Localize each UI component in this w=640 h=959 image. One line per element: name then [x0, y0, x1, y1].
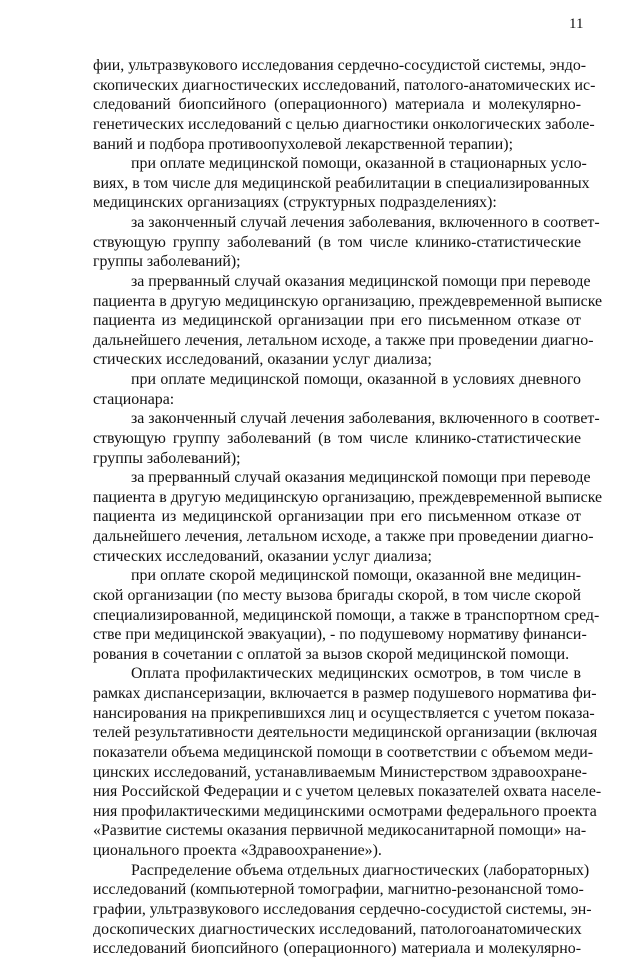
text-line: стических исследований, оказании услуг диализа; [93, 547, 432, 565]
text-line: пациента из медицинской организации при его письменном отказе от [93, 312, 581, 330]
document-body [93, 56, 603, 959]
text-line: Оплата профилактических медицинских осмотров, в том числе в [131, 665, 581, 683]
text-line: стационара: [93, 390, 175, 408]
page-number: 11 [569, 16, 584, 32]
text-line: ционального проекта «Здравоохранение»). [93, 842, 382, 859]
text-line: при оплате медицинской помощи, оказанной в стационарных усло- [131, 155, 587, 173]
text-line: дальнейшего лечения, летальном исходе, а также при проведении диагно- [93, 331, 594, 349]
text-line: группы заболеваний); [93, 253, 241, 271]
text-line: ния Российской Федерации и с учетом целевых показателей охвата населе- [93, 783, 602, 801]
text-line: телей результативности деятельности медицинской организации (включая [93, 724, 598, 742]
text-line: фии, ультразвукового исследования сердечно-сосудистой системы, эндо- [93, 57, 587, 74]
text-line: стических исследований, оказании услуг диализа; [93, 351, 432, 369]
text-line: рования в сочетании с оплатой за вызов скорой медицинской помощи. [93, 645, 570, 663]
text-line: ваний и подбора противоопухолевой лекарственной терапии); [93, 135, 513, 153]
text-line: специализированной, медицинской помощи, а также в транспортном сред- [93, 606, 600, 624]
text-line: при оплате медицинской помощи, оказанной в условиях дневного [131, 371, 581, 388]
text-line: нансирования на прикрепившихся лиц и осуществляется с учетом показа- [93, 704, 595, 722]
text-line: за прерванный случай оказания медицинской помощи при переводе [131, 272, 591, 290]
text-line: Распределение объема отдельных диагностических (лабораторных) [131, 861, 590, 879]
text-line: ния профилактическими медицинскими осмотрами федерального проекта [93, 802, 597, 820]
text-line: ствующую группу заболеваний (в том числе клинико-статистические [93, 233, 581, 251]
text-line: пациента в другую медицинскую организацию, преждевременной выписке [93, 292, 603, 310]
text-line: виях, в том числе для медицинской реабилитации в специализированных [93, 174, 590, 192]
text-line: доскопических диагностических исследований, патологоанатомических [93, 920, 582, 938]
text-line: группы заболеваний); [93, 449, 241, 467]
text-line: исследований (компьютерной томографии, магнитно-резонансной томо- [93, 881, 584, 899]
text-line: цинских исследований, устанавливаемым Министерством здравоохране- [93, 763, 588, 781]
text-line: стве при медицинской эвакуации), - по подушевому нормативу финанси- [93, 626, 587, 644]
text-line: за законченный случай лечения заболевания, включенного в соответ- [131, 410, 600, 428]
text-line: следований биопсийного (операционного) материала и молекулярно- [93, 96, 581, 114]
text-line: «Развитие системы оказания первичной медикосанитарной помощи» на- [93, 822, 587, 840]
text-line: пациента из медицинской организации при его письменном отказе от [93, 508, 581, 526]
text-line: исследований биопсийного (операционного) материала и молекулярно- [93, 940, 581, 958]
text-line: показатели объема медицинской помощи в соответствии с объемом меди- [93, 743, 594, 761]
text-line: за прерванный случай оказания медицинской помощи при переводе [131, 469, 591, 487]
text-line: ской организации (по месту вызова бригады скорой, в том числе скорой [93, 586, 581, 604]
text-line: дальнейшего лечения, летальном исходе, а также при проведении диагно- [93, 528, 594, 545]
text-line: пациента в другую медицинскую организацию, преждевременной выписке [93, 488, 603, 506]
text-line: при оплате скорой медицинской помощи, оказанной вне медицин- [131, 567, 581, 585]
text-line: генетических исследований с целью диагностики онкологических заболе- [93, 115, 595, 133]
text-line: за законченный случай лечения заболевания, включенного в соответ- [131, 214, 600, 231]
text-line: медицинских организациях (структурных подразделениях): [93, 194, 497, 212]
text-line: ствующую группу заболеваний (в том числе клинико-статистические [93, 429, 581, 447]
text-line: графии, ультразвукового исследования сердечно-сосудистой системы, эн- [93, 900, 592, 918]
text-line: скопических диагностических исследований, патолого-анатомических ис- [93, 76, 596, 94]
text-line: рамках диспансеризации, включается в размер подушевого норматива фи- [93, 685, 597, 702]
